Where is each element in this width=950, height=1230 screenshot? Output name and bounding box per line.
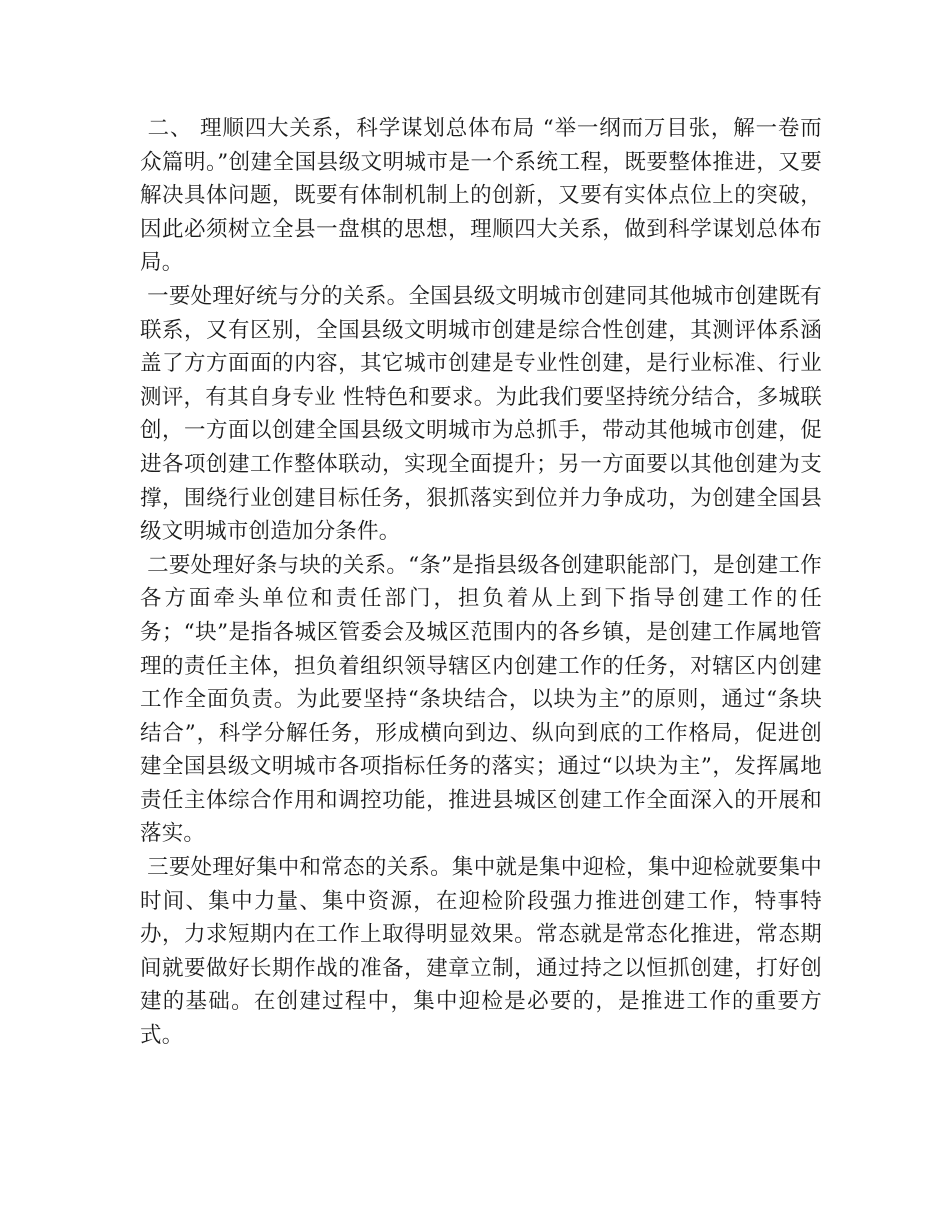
paragraph-concentrated-normal: 三要处理好集中和常态的关系。集中就是集中迎检，集中迎检就要集中时间、集中力量、集中资源，在迎检阶段强力推进创建工作，特事特办，力求短期内在工作上取得明显效果。常态就是常态化推进，常态期间就要做好长期作战的准备，建章立制，通过持之以恒抓创建，打好创建的基础。在创建过程中，集中迎检是必要的，是推进工作的重要方式。 bbox=[140, 855, 822, 1049]
paragraph-line-block: 二要处理好条与块的关系。“条”是指县级各创建职能部门，是创建工作各方面牵头单位和责任部门，担负着从上到下指导创建工作的任务；“块”是指各城区管委会及城区范围内的各乡镇，是创建工作属地管理的责任主体，担负着组织领导辖区内创建工作的任务，对辖区内创建工作全面负责。为此要坚持“条块结合，以块为主”的原则，通过“条块结合”，科学分解任务，形成横向到边、纵向到底的工作格局，促进创建全国县级文明城市各项指标任务的落实；通过“以块为主”，发挥属地责任主体综合作用和调控功能，推进县城区创建工作全面深入的开展和落实。 bbox=[140, 552, 822, 847]
paragraph-section-two: 二、 理顺四大关系，科学谋划总体布局 “举一纲而万目张，解一卷而众篇明。”创建全国县级文明城市是一个系统工程，既要整体推进，又要解决具体问题，既要有体制机制上的创新，又要有实体点位上的突破，因此必须树立全县一盘棋的思想，理顺四大关系，做到科学谋划总体布局。 bbox=[140, 116, 822, 276]
document-body bbox=[140, 112, 822, 1053]
paragraph-unity-division: 一要处理好统与分的关系。全国县级文明城市创建同其他城市创建既有联系，又有区别，全国县级文明城市创建是综合性创建，其测评体系涵盖了方方面面的内容，其它城市创建是专业性创建，是行业标准、行业测评，有其自身专业 性特色和要求。为此我们要坚持统分结合，多城联创，一方面以创建全国县级文明城市为总抓手，带动其他城市创建，促进各项创建工作整体联动，实现全面提升；另一方面要以其他创建为支撑，围绕行业创建目标任务，狠抓落实到位并力争成功，为创建全国县级文明城市创造加分条件。 bbox=[140, 283, 822, 545]
